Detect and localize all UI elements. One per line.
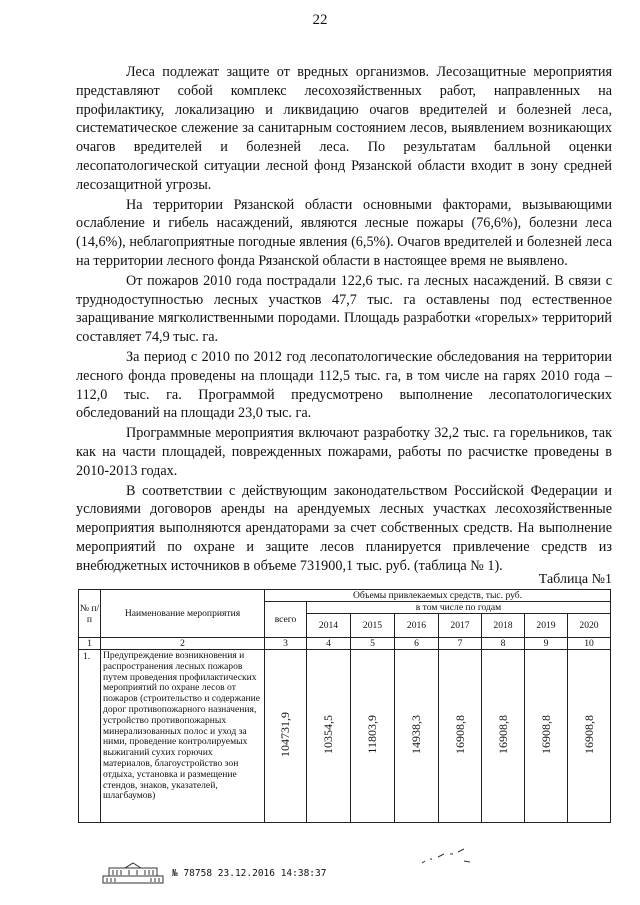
building-logo [101,862,165,886]
doc-number: № 78758 [172,868,213,879]
column-number-row [79,638,611,650]
header-year: 2018 [482,614,525,638]
row-year-cell [307,650,351,823]
column-number: 4 [307,638,351,650]
header-year: 2015 [351,614,395,638]
row-year-value: 16908,8 [581,715,596,754]
paragraph: От пожаров 2010 года пострадали 122,6 тыс. га лесных насаждений. В связи с труднодоступностью лесных участков 47,7 тыс. га оставлены под естественное заращивание мягколиственными породами. Площадь разработки «горелых» территорий составляет 74,9 тыс. га. [76,272,612,346]
table-row [79,650,611,823]
header-volumes: Объемы привлекаемых средств, тыс. руб. [265,590,611,602]
row-number: 1. [79,650,101,823]
column-number: 1 [79,638,101,650]
header-num: № п/п [79,590,101,638]
paragraph: За период с 2010 по 2012 год лесопатологические обследования на территории лесного фонда проведены на площади 112,5 тыс. га, в том числе на гарях 2010 года – 112,0 тыс. га. Программой предусмотрено выполнение лесопатологических обследований на площади 23,0 тыс. га. [76,348,612,422]
row-total: 104731,9 [278,712,292,757]
funding-table [78,589,611,823]
pen-marks [418,847,478,869]
paragraph: Леса подлежат защите от вредных организмов. Лесозащитные мероприятия представляют собой комплекс лесохозяйственных работ, направленных на профилактику, локализацию и ликвидацию очагов вредителей и болезней леса, систематическое слежение за санитарным состоянием лесов, выявлением возникающих очагов вредителей и болезней леса. По результатам балльной оценки лесопатологической ситуации лесной фонд Рязанской области входит в зону средней лесозащитной угрозы. [76,64,612,193]
column-number: 7 [439,638,482,650]
column-number: 2 [101,638,265,650]
page-number: 22 [312,12,328,28]
row-year-cell [482,650,525,823]
row-year-value: 10354,5 [321,715,335,754]
timestamp: 23.12.2016 14:38:37 [217,868,327,879]
column-number: 6 [395,638,439,650]
column-number: 10 [568,638,611,650]
row-year-cell [568,650,611,823]
row-year-cell [439,650,482,823]
column-number: 8 [482,638,525,650]
row-year-cell [351,650,395,823]
row-year-cell [525,650,568,823]
header-by-year: в том числе по годам [307,602,611,614]
row-year-value: 16908,8 [452,715,467,754]
row-year-value: 16908,8 [495,715,510,754]
paragraph: Программные мероприятия включают разработку 32,2 тыс. га горельников, так как на части площадей, поврежденных пожарами, работы по расчистке проведены в 2010-2013 годах. [76,425,612,479]
header-year: 2019 [525,614,568,638]
row-name: Предупреждение возникновения и распространения лесных пожаров путем проведения профилактических мероприятий по охране лесов от пожаров (строительство и содержание дорог противопожарного назначения, устройство противопожарных минерализованных полос и уход за ними, проведение контролируемых выжиганий сухих горючих материалов, благоустройство зон отдыха, установка и размещение стендов, знаков, указателей, шлагбаумов) [101,650,265,823]
column-number: 5 [351,638,395,650]
footer-stamp [172,868,326,879]
row-year-value: 11803,9 [365,715,379,754]
header-total: всего [265,602,307,638]
header-year: 2014 [307,614,351,638]
header-name: Наименование мероприятия [101,590,265,638]
column-number: 3 [265,638,307,650]
header-year: 2020 [568,614,611,638]
column-number: 9 [525,638,568,650]
row-total-cell [265,650,307,823]
header-year: 2017 [439,614,482,638]
paragraph: В соответствии с действующим законодательством Российской Федерации и условиями договоров аренды на арендуемых лесных участках лесохозяйственные мероприятия выполняются арендаторами за счет собственных средств. На выполнение мероприятий по охране и защите лесов планируется привлечение средств из внебюджетных источников в объеме 731900,1 тыс. руб. (таблица № 1). [76,482,612,574]
paragraph: На территории Рязанской области основными факторами, вызывающими ослабление и гибель насаждений, являются лесные пожары (76,6%), болезни леса (14,6%), неблагоприятные погодные явления (6,5%). Очагов вредителей и болезней леса на территории лесного фонда Рязанской области в настоящее время не выявлено. [76,196,612,269]
body-text [76,63,612,577]
header-year: 2016 [395,614,439,638]
row-year-cell [395,650,439,823]
table-caption: Таблица №1 [538,572,612,587]
row-year-value: 16908,8 [538,715,553,754]
row-year-value: 14938,3 [409,715,423,754]
